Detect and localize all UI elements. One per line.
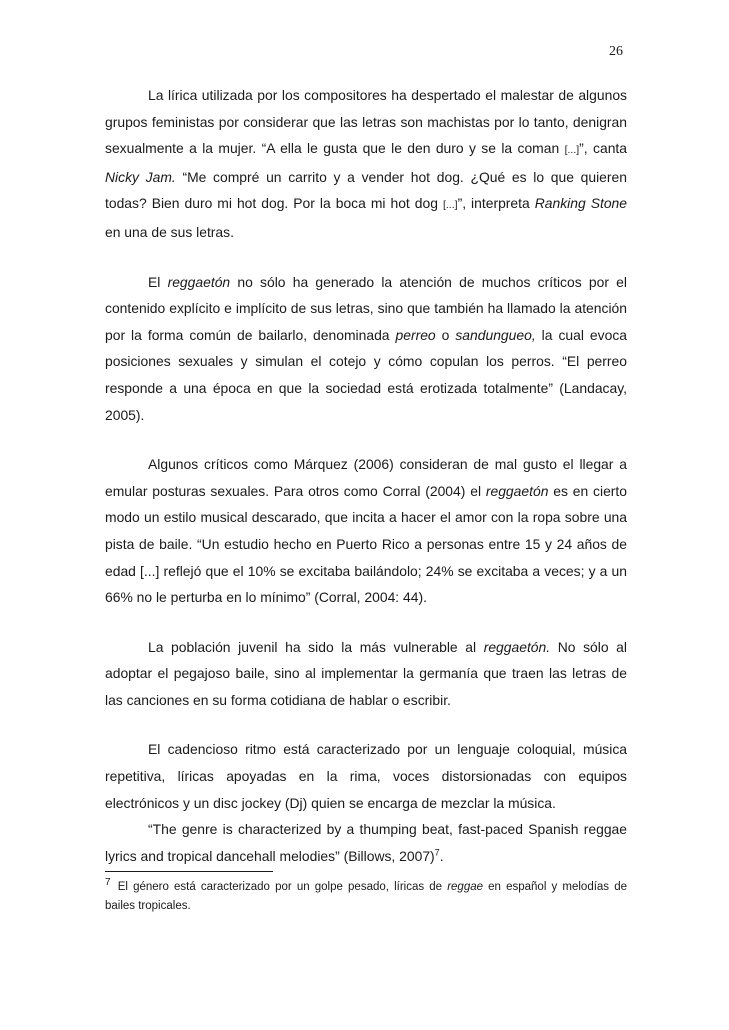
artist-name: Ranking Stone	[534, 195, 627, 212]
italic-term: sandungueo,	[455, 326, 536, 343]
paragraph-english-quote: “The genre is characterized by a thumping beat, fast-paced Spanish reggae lyrics and tropical dancehall melodies” (Billows, 2007)$^7$.	[105, 821, 627, 864]
body-text	[105, 82, 627, 869]
italic-term: reggaetón.	[483, 638, 551, 655]
italic-term: reggaetón	[485, 482, 549, 499]
ellipsis: [...]	[564, 144, 580, 157]
paragraph-youth: La población juvenil ha sido la más vulnerable al reggaetón. No sólo al adoptar el pegajoso baile, sino al implementar la germanía que traen las letras de las canciones en su forma cotidiana de hablar o escribir.	[105, 638, 627, 708]
italic-term: reggaetón	[167, 273, 231, 290]
paragraph-lyrics-criticism: La lírica utilizada por los compositores ha despertado el malestar de algunos grupos feministas por considerar que las letras son machistas por lo tanto, denigran sexualmente a la mujer. “A ella le gusta que le den duro y se la coman [...]”, canta Nicky Jam. “Me compré un carrito y a vender hot dog. ¿Qué es lo que quieren todas? Bien duro mi hot dog. Por la boca mi hot dog [...]”, interpreta Ranking Stone en una de sus letras.	[105, 87, 628, 240]
italic-term: reggae	[447, 881, 484, 893]
footnote: $^7$ El género está caracterizado por un golpe pesado, líricas de reggae en español y melodías de bailes tropicales.	[105, 877, 627, 912]
italic-term: perreo	[395, 326, 436, 343]
footnote-number: 7	[105, 877, 111, 889]
paragraph-critics: Algunos críticos como Márquez (2006) consideran de mal gusto el llegar a emular posturas sexuales. Para otros como Corral (2004) el reggaetón es en cierto modo un estilo musical descarado, que incita a hacer el amor con la ropa sobre una pista de baile. “Un estudio hecho en Puerto Rico a personas entre 15 y 24 años de edad [...] reflejó que el 10% se excitaba bailándolo; 24% se excitaba a veces; y a un 66% no le perturba en lo mínimo” (Corral, 2004: 44).	[105, 456, 627, 606]
paragraph-perreo: El reggaetón no sólo ha generado la atención de muchos críticos por el contenido explícito e implícito de sus letras, sino que también ha llamado la atención por la forma común de bailarlo, denominada perreo o sandungueo, la cual evoca posiciones sexuales y simulan el cotejo y cómo copulan los perros. “El perreo responde a una época en que la sociedad está erotizada totalmente” (Landacay, 2005).	[105, 273, 627, 423]
footnote-divider	[105, 871, 273, 872]
page-number: 26	[609, 44, 623, 59]
ellipsis: [...]	[442, 199, 458, 212]
footnote-reference: 7	[434, 847, 440, 858]
artist-name: Nicky Jam.	[105, 168, 176, 185]
paragraph-rhythm: El cadencioso ritmo está caracterizado por un lenguaje coloquial, música repetitiva, líricas apoyadas en la rima, voces distorsionadas con equipos electrónicos y un disc jockey (Dj) quien se encarga de mezclar la música.	[105, 741, 627, 811]
